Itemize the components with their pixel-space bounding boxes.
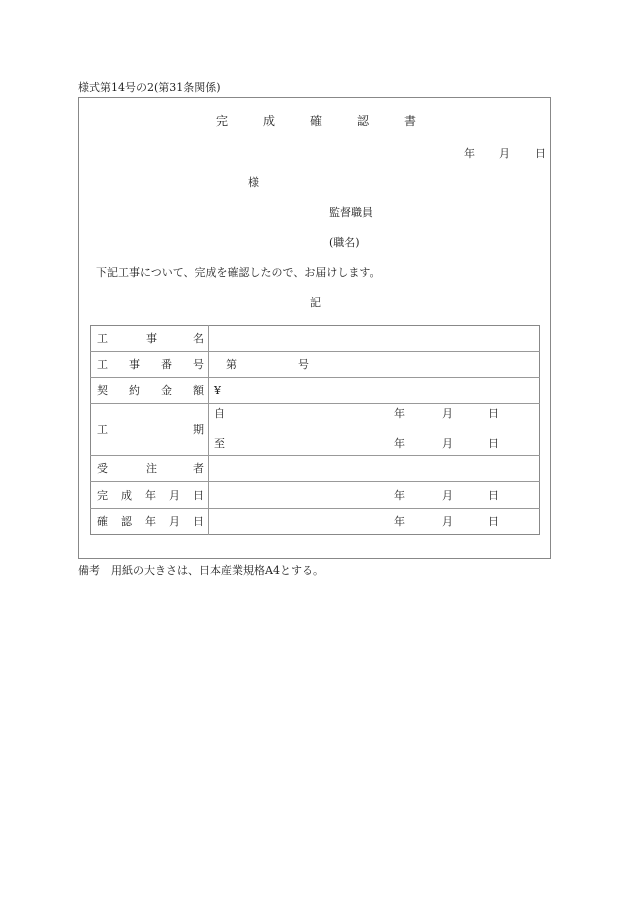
title-char: 書: [404, 114, 417, 128]
header-day: 日: [535, 147, 546, 160]
title-char: 確: [310, 114, 323, 128]
supervisor-label: 監督職員: [329, 206, 373, 219]
remarks-note: 備考 用紙の大きさは、日本産業規格A4とする。: [78, 564, 324, 577]
row-divider: [90, 508, 540, 509]
row-divider: [90, 377, 540, 378]
title-char: 成: [263, 114, 276, 128]
header-month: 月: [499, 147, 510, 160]
yen-sign: ¥: [214, 384, 221, 397]
to-label: 至: [214, 437, 225, 450]
number-suffix: 号: [298, 358, 309, 371]
ki-label: 記: [310, 296, 321, 309]
form-id: 様式第14号の2(第31条関係): [78, 81, 221, 94]
column-divider: [208, 325, 209, 535]
row-divider: [90, 481, 540, 482]
row-divider: [90, 455, 540, 456]
number-prefix: 第: [226, 358, 237, 371]
row-divider: [90, 403, 540, 404]
row-divider: [90, 351, 540, 352]
title-char: 認: [357, 114, 370, 128]
from-label: 自: [214, 407, 225, 420]
lead-text: 下記工事について、完成を確認したので、お届けします。: [96, 266, 381, 279]
position-label: (職名): [329, 236, 360, 249]
header-year: 年: [464, 147, 475, 160]
title-char: 完: [216, 114, 229, 128]
addressee-suffix: 様: [248, 176, 259, 189]
details-table: [90, 325, 540, 535]
